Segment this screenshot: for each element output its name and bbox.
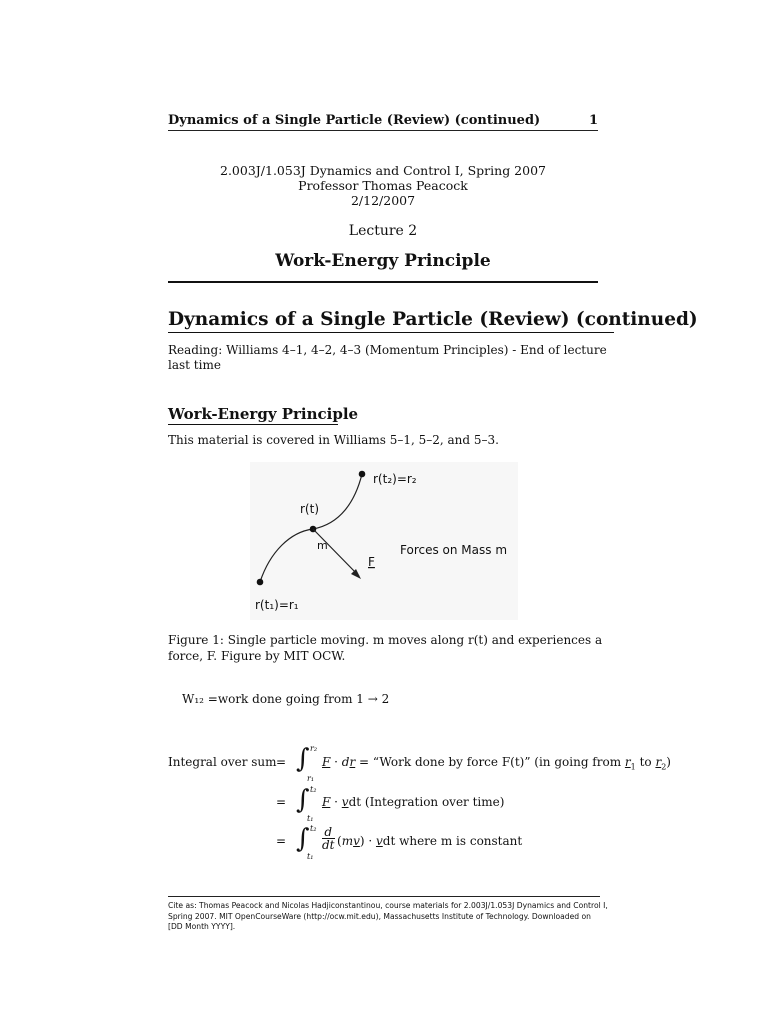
- equals-sign-1: =: [276, 755, 287, 769]
- equation-1-text: = “Work done by force F(t)” (in going from: [359, 755, 625, 769]
- equation-1: F · dr = “Work done by force F(t)” (in going from $r_1$ to $r_2$): [322, 755, 671, 772]
- page-title: Work-Energy Principle: [275, 251, 491, 271]
- figure-caption: Figure 1: Single particle moving. m moves along r(t) and experiences a force, F. Figure by MIT OCW.: [168, 633, 603, 663]
- integral-sign-2: ∫: [296, 785, 310, 815]
- label-forces-text: Forces on Mass m: [400, 543, 508, 557]
- professor-line: Professor Thomas Peacock: [298, 178, 468, 193]
- start-point-dot: [257, 579, 264, 586]
- integral-sign-1: ∫: [296, 744, 310, 774]
- lecture-number: Lecture 2: [348, 223, 418, 239]
- equation-2-text: dt (Integration over time): [348, 795, 505, 809]
- course-line: 2.003J/1.053J Dynamics and Control I, Spring 2007: [220, 163, 546, 178]
- equation-3-text: dt where m is constant: [382, 834, 523, 848]
- derivative-fraction: d dt: [322, 825, 335, 852]
- subsection-title: Work-Energy Principle: [168, 405, 359, 423]
- title-rule: [168, 281, 598, 283]
- end-point-dot: [359, 471, 366, 478]
- upper-limit-3: t₂: [310, 824, 317, 833]
- page-number: 1: [588, 113, 598, 128]
- label-end-point: r(t₂)=r₂: [373, 472, 417, 486]
- equation-3: (mv) · vdt where m is constant: [337, 834, 523, 848]
- date-line: 2/12/2007: [350, 193, 416, 208]
- label-start-point: r(t₁)=r₁: [255, 598, 299, 612]
- label-curve: r(t): [300, 502, 320, 516]
- upper-limit-1: r₂: [310, 744, 318, 753]
- footer-rule: [168, 896, 600, 897]
- label-mass: m: [317, 539, 328, 552]
- running-header-title: Dynamics of a Single Particle (Review) (continued): [168, 113, 541, 128]
- upper-limit-2: t₂: [310, 785, 317, 794]
- label-force: F: [368, 555, 375, 569]
- lower-limit-2: t₁: [307, 814, 314, 823]
- equation-lhs: Integral over sum: [168, 755, 277, 769]
- header-rule: [168, 130, 598, 131]
- equation-1-to: to: [635, 755, 656, 769]
- running-header: [168, 113, 598, 128]
- lower-limit-1: r₁: [307, 774, 315, 783]
- section-rule: [168, 332, 614, 333]
- vector-r2: r: [655, 755, 662, 769]
- equals-sign-3: =: [276, 834, 287, 848]
- lower-limit-3: t₁: [307, 852, 314, 861]
- vector-r1: r: [624, 755, 631, 769]
- equation-2: F · vdt (Integration over time): [322, 795, 505, 809]
- citation-footer: Cite as: Thomas Peacock and Nicolas Hadjiconstantinou, course materials for 2.003J/1.053J Dynamics and Control I, Spring 2007. MIT OpenCourseWare (http://ocw.mit.edu), Massachusetts Institute of Technology. Downloaded on [DD Month YYYY].: [168, 901, 608, 931]
- reading-paragraph: Reading: Williams 4–1, 4–2, 4–3 (Momentum Principles) - End of lecture last time: [168, 343, 607, 372]
- integral-sign-3: ∫: [296, 824, 310, 854]
- section-title: Dynamics of a Single Particle (Review) (continued): [168, 309, 698, 330]
- coverage-paragraph: This material is covered in Williams 5–1, 5–2, and 5–3.: [168, 433, 499, 447]
- course-meta: [168, 163, 598, 208]
- subsection-rule: [168, 424, 338, 425]
- particle-figure: [250, 462, 518, 620]
- work-definition: W₁₂ =work done going from 1 → 2: [182, 692, 390, 706]
- equals-sign-2: =: [276, 795, 287, 809]
